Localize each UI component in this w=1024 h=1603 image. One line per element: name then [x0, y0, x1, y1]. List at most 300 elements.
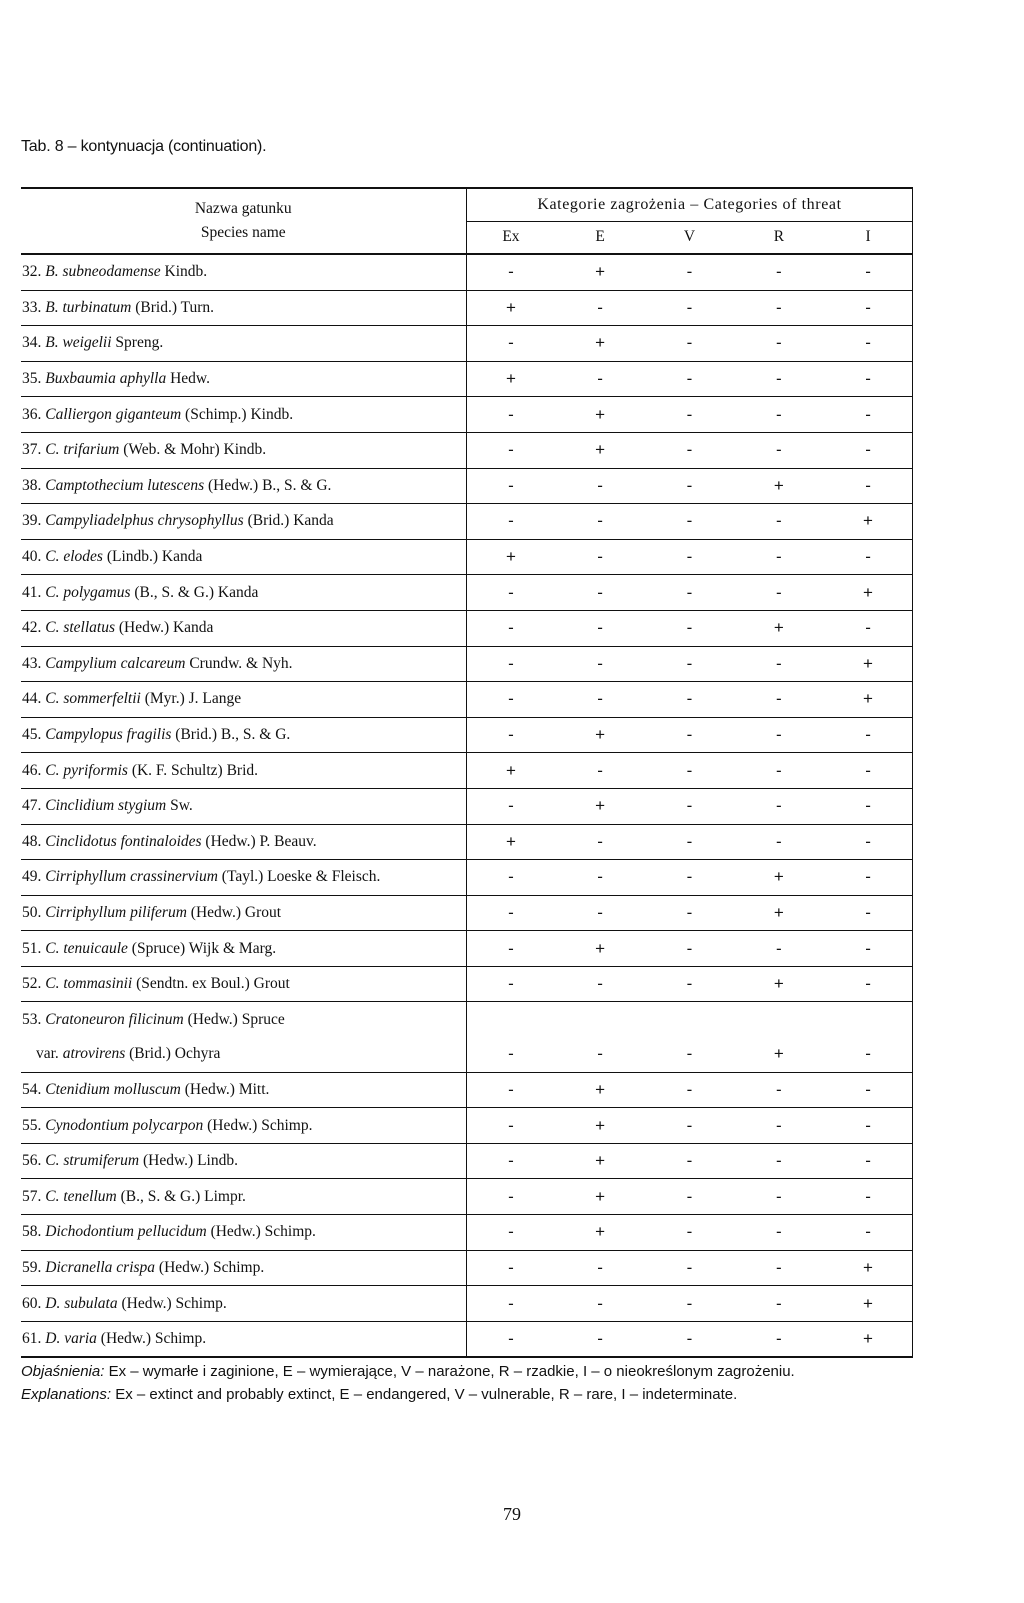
- table-row: [21, 1179, 913, 1215]
- table-row: [21, 931, 913, 967]
- species-cell: [21, 1215, 466, 1251]
- threat-table: [21, 187, 913, 1358]
- category-r-cell: -: [734, 931, 823, 967]
- category-e-cell: +: [555, 326, 644, 362]
- category-e-cell: -: [555, 1037, 644, 1072]
- species-author: (Spruce) Wijk & Marg.: [131, 939, 277, 957]
- column-header-e: E: [555, 221, 644, 254]
- species-author: Sw.: [170, 797, 193, 815]
- category-r-cell: +: [734, 860, 823, 896]
- category-i-cell: -: [824, 254, 913, 290]
- category-i-cell: [824, 1002, 913, 1037]
- species-cell: [21, 1286, 466, 1322]
- table-row: [21, 610, 913, 646]
- category-r-cell: -: [734, 1250, 823, 1286]
- category-v-cell: -: [645, 539, 734, 575]
- species-cell: [21, 504, 466, 540]
- category-r-cell: -: [734, 717, 823, 753]
- species-author: (Hedw.) Lindb.: [143, 1152, 238, 1170]
- category-v-cell: -: [645, 1321, 734, 1357]
- threat-table-container: [21, 187, 913, 1358]
- explanation-en-label: Explanations:: [21, 1386, 112, 1403]
- species-number: 40.: [22, 548, 42, 566]
- category-v-cell: -: [645, 1250, 734, 1286]
- category-r-cell: +: [734, 1037, 823, 1072]
- category-e-cell: -: [555, 1286, 644, 1322]
- species-cell: [21, 361, 466, 397]
- species-name-header: [21, 188, 466, 254]
- category-ex-cell: +: [466, 753, 555, 789]
- species-name-header-pl: Nazwa gatunku: [194, 200, 292, 217]
- category-e-cell: -: [555, 575, 644, 611]
- category-v-cell: -: [645, 1286, 734, 1322]
- category-v-cell: -: [645, 361, 734, 397]
- species-taxon: Cirriphyllum crassinervium: [45, 868, 218, 886]
- category-r-cell: +: [734, 895, 823, 931]
- species-number: 47.: [22, 797, 42, 815]
- category-ex-cell: -: [466, 326, 555, 362]
- category-v-cell: -: [645, 1179, 734, 1215]
- category-i-cell: -: [824, 717, 913, 753]
- species-taxon: B. turbinatum: [45, 298, 132, 316]
- category-e-cell: +: [555, 788, 644, 824]
- category-i-cell: -: [824, 610, 913, 646]
- category-v-cell: [645, 1002, 734, 1037]
- table-row: [21, 824, 913, 860]
- category-e-cell: +: [555, 254, 644, 290]
- species-number: 58.: [22, 1223, 42, 1241]
- table-row: [21, 468, 913, 504]
- species-author: (B., S. & G.) Kanda: [134, 583, 259, 601]
- category-e-cell: -: [555, 646, 644, 682]
- species-cell: [21, 254, 466, 290]
- species-cell: [21, 717, 466, 753]
- species-author: (Brid.) Turn.: [135, 298, 215, 316]
- category-ex-cell: -: [466, 504, 555, 540]
- category-ex-cell: -: [466, 468, 555, 504]
- species-taxon: Dichodontium pellucidum: [45, 1223, 207, 1241]
- table-row: [21, 1037, 913, 1072]
- species-author: (Brid.) Kanda: [247, 512, 334, 530]
- species-cell: [21, 1108, 466, 1144]
- species-number: 48.: [22, 832, 42, 850]
- category-ex-cell: -: [466, 966, 555, 1002]
- species-author: (Web. & Mohr) Kindb.: [123, 441, 267, 459]
- species-cell: [21, 610, 466, 646]
- species-cell: [21, 1321, 466, 1357]
- category-ex-cell: -: [466, 432, 555, 468]
- category-i-cell: -: [824, 1143, 913, 1179]
- table-row: [21, 717, 913, 753]
- category-i-cell: -: [824, 1179, 913, 1215]
- category-ex-cell: +: [466, 361, 555, 397]
- category-i-cell: +: [824, 1321, 913, 1357]
- species-author: (Hedw.) Schimp.: [121, 1294, 227, 1312]
- species-number: 43.: [22, 654, 42, 672]
- category-v-cell: -: [645, 931, 734, 967]
- species-number: 32.: [22, 263, 42, 281]
- category-r-cell: -: [734, 1143, 823, 1179]
- category-r-cell: -: [734, 361, 823, 397]
- species-number: 59.: [22, 1258, 42, 1276]
- species-number: var.: [36, 1045, 59, 1063]
- category-i-cell: -: [824, 860, 913, 896]
- category-r-cell: -: [734, 824, 823, 860]
- category-v-cell: -: [645, 753, 734, 789]
- category-i-cell: -: [824, 397, 913, 433]
- table-row: [21, 1215, 913, 1251]
- species-cell: [21, 290, 466, 326]
- table-row: [21, 860, 913, 896]
- species-cell: [21, 646, 466, 682]
- species-taxon: B. weigelii: [45, 334, 112, 352]
- category-r-cell: -: [734, 1215, 823, 1251]
- category-e-cell: -: [555, 1321, 644, 1357]
- species-number: 54.: [22, 1080, 42, 1098]
- category-ex-cell: -: [466, 397, 555, 433]
- table-header: [21, 188, 913, 254]
- species-number: 49.: [22, 868, 42, 886]
- category-ex-cell: +: [466, 290, 555, 326]
- category-v-cell: -: [645, 1037, 734, 1072]
- category-i-cell: -: [824, 432, 913, 468]
- species-cell: [21, 575, 466, 611]
- category-i-cell: -: [824, 539, 913, 575]
- category-i-cell: -: [824, 824, 913, 860]
- category-ex-cell: -: [466, 1037, 555, 1072]
- species-cell: [21, 966, 466, 1002]
- table-row: [21, 397, 913, 433]
- species-author: (Tayl.) Loeske & Fleisch.: [221, 868, 381, 886]
- species-taxon: Camptothecium lutescens: [45, 476, 205, 494]
- species-taxon: D. varia: [45, 1330, 97, 1348]
- table-row: [21, 966, 913, 1002]
- category-e-cell: -: [555, 1250, 644, 1286]
- category-v-cell: -: [645, 397, 734, 433]
- category-r-cell: [734, 1002, 823, 1037]
- category-i-cell: +: [824, 504, 913, 540]
- species-author: (Lindb.) Kanda: [106, 548, 203, 566]
- table-row: [21, 895, 913, 931]
- species-author: (Hedw.) Schimp.: [210, 1223, 316, 1241]
- species-author: (Hedw.) B., S. & G.: [207, 476, 332, 494]
- species-author: (Hedw.) Schimp.: [100, 1330, 207, 1348]
- table-row: [21, 682, 913, 718]
- category-ex-cell: [466, 1002, 555, 1037]
- category-e-cell: -: [555, 468, 644, 504]
- species-taxon: C. tenuicaule: [45, 939, 128, 957]
- species-author: (Hedw.) Schimp.: [207, 1116, 313, 1134]
- category-ex-cell: -: [466, 575, 555, 611]
- species-number: 51.: [22, 939, 42, 957]
- species-number: 35.: [22, 370, 42, 388]
- table-row: [21, 1250, 913, 1286]
- category-i-cell: +: [824, 575, 913, 611]
- species-number: 60.: [22, 1294, 42, 1312]
- table-row: [21, 361, 913, 397]
- category-ex-cell: -: [466, 254, 555, 290]
- species-author: (K. F. Schultz) Brid.: [131, 761, 259, 779]
- explanations: [21, 1360, 795, 1406]
- category-i-cell: +: [824, 1250, 913, 1286]
- category-ex-cell: -: [466, 1215, 555, 1251]
- explanation-pl-label: Objaśnienia:: [21, 1363, 105, 1380]
- category-i-cell: -: [824, 788, 913, 824]
- category-r-cell: -: [734, 397, 823, 433]
- species-number: 41.: [22, 583, 42, 601]
- category-e-cell: -: [555, 753, 644, 789]
- category-v-cell: -: [645, 254, 734, 290]
- category-i-cell: -: [824, 1215, 913, 1251]
- species-author: (Hedw.) Mitt.: [184, 1080, 270, 1098]
- species-number: 46.: [22, 761, 42, 779]
- species-cell: [21, 539, 466, 575]
- category-i-cell: -: [824, 290, 913, 326]
- table-row: [21, 788, 913, 824]
- species-cell: [21, 1072, 466, 1108]
- species-number: 33.: [22, 298, 42, 316]
- table-row: [21, 1108, 913, 1144]
- category-r-cell: +: [734, 468, 823, 504]
- category-v-cell: -: [645, 717, 734, 753]
- category-i-cell: -: [824, 326, 913, 362]
- species-author: (Hedw.) Schimp.: [158, 1258, 265, 1276]
- category-r-cell: -: [734, 646, 823, 682]
- species-cell: [21, 753, 466, 789]
- species-author: (B., S. & G.) Limpr.: [120, 1187, 246, 1205]
- species-taxon: B. subneodamense: [45, 263, 161, 281]
- category-e-cell: +: [555, 931, 644, 967]
- category-r-cell: -: [734, 682, 823, 718]
- column-header-ex: Ex: [466, 221, 555, 254]
- table-row: [21, 326, 913, 362]
- species-author: (Brid.) B., S. & G.: [175, 726, 291, 744]
- species-number: 37.: [22, 441, 42, 459]
- category-ex-cell: -: [466, 1108, 555, 1144]
- species-cell: [21, 931, 466, 967]
- category-r-cell: -: [734, 1286, 823, 1322]
- category-ex-cell: -: [466, 646, 555, 682]
- category-i-cell: +: [824, 1286, 913, 1322]
- category-r-cell: -: [734, 290, 823, 326]
- category-e-cell: +: [555, 1143, 644, 1179]
- category-r-cell: -: [734, 575, 823, 611]
- category-v-cell: -: [645, 1143, 734, 1179]
- category-i-cell: -: [824, 966, 913, 1002]
- species-taxon: C. strumiferum: [45, 1152, 140, 1170]
- category-i-cell: -: [824, 1108, 913, 1144]
- table-row: [21, 539, 913, 575]
- table-body: [21, 254, 913, 1357]
- table-row: [21, 1321, 913, 1357]
- species-taxon: Campylopus fragilis: [45, 726, 172, 744]
- explanation-pl: [21, 1360, 795, 1383]
- category-r-cell: -: [734, 1321, 823, 1357]
- species-taxon: C. stellatus: [45, 619, 116, 637]
- species-number: 39.: [22, 512, 42, 530]
- species-taxon: Cinclidium stygium: [45, 797, 167, 815]
- table-row: [21, 1286, 913, 1322]
- category-v-cell: -: [645, 646, 734, 682]
- category-v-cell: -: [645, 966, 734, 1002]
- table-row: [21, 753, 913, 789]
- species-taxon: Campyliadelphus chrysophyllus: [45, 512, 244, 530]
- species-taxon: Dicranella crispa: [45, 1258, 156, 1276]
- category-ex-cell: -: [466, 931, 555, 967]
- category-v-cell: -: [645, 895, 734, 931]
- species-taxon: C. tenellum: [45, 1187, 117, 1205]
- species-cell: [21, 824, 466, 860]
- species-cell: [21, 468, 466, 504]
- species-taxon: Cynodontium polycarpon: [45, 1116, 204, 1134]
- species-author: (Hedw.) Kanda: [118, 619, 214, 637]
- species-taxon: atrovirens: [62, 1045, 126, 1063]
- category-v-cell: -: [645, 788, 734, 824]
- species-number: 38.: [22, 476, 42, 494]
- category-r-cell: +: [734, 966, 823, 1002]
- category-v-cell: -: [645, 610, 734, 646]
- species-taxon: C. trifarium: [45, 441, 120, 459]
- category-e-cell: -: [555, 895, 644, 931]
- table-row: [21, 575, 913, 611]
- species-author: (Sendtn. ex Boul.) Grout: [136, 975, 290, 993]
- category-ex-cell: -: [466, 1143, 555, 1179]
- species-author: Spreng.: [115, 334, 164, 352]
- category-e-cell: -: [555, 539, 644, 575]
- category-v-cell: -: [645, 824, 734, 860]
- species-cell: [21, 1179, 466, 1215]
- species-taxon: Cirriphyllum piliferum: [45, 903, 187, 921]
- species-cell: [21, 397, 466, 433]
- category-i-cell: -: [824, 1072, 913, 1108]
- species-author: (Hedw.) Grout: [190, 903, 282, 921]
- species-cell: [21, 860, 466, 896]
- category-e-cell: -: [555, 860, 644, 896]
- species-author: (Hedw.) Spruce: [187, 1010, 285, 1028]
- species-author: Kindb.: [164, 263, 208, 281]
- species-number: 55.: [22, 1116, 42, 1134]
- explanation-pl-text: Ex – wymarłe i zaginione, E – wymierające, V – narażone, R – rzadkie, I – o nieokreślonym zagrożeniu.: [108, 1363, 795, 1380]
- category-r-cell: -: [734, 788, 823, 824]
- table-row: [21, 290, 913, 326]
- category-v-cell: -: [645, 290, 734, 326]
- species-taxon: Cinclidotus fontinaloides: [45, 832, 202, 850]
- species-cell: [21, 432, 466, 468]
- category-v-cell: -: [645, 860, 734, 896]
- species-author: Crundw. & Nyh.: [189, 654, 293, 672]
- category-r-cell: -: [734, 254, 823, 290]
- species-cell: [21, 1143, 466, 1179]
- column-header-v: V: [645, 221, 734, 254]
- table-row: [21, 254, 913, 290]
- category-ex-cell: +: [466, 539, 555, 575]
- species-taxon: C. polygamus: [45, 583, 131, 601]
- species-cell: [21, 1250, 466, 1286]
- species-cell: [21, 1037, 466, 1072]
- category-ex-cell: -: [466, 788, 555, 824]
- category-e-cell: -: [555, 824, 644, 860]
- table-row: [21, 1072, 913, 1108]
- category-i-cell: -: [824, 753, 913, 789]
- category-i-cell: -: [824, 895, 913, 931]
- species-number: 42.: [22, 619, 42, 637]
- category-i-cell: -: [824, 361, 913, 397]
- category-v-cell: -: [645, 575, 734, 611]
- category-r-cell: -: [734, 1108, 823, 1144]
- category-v-cell: -: [645, 1215, 734, 1251]
- species-taxon: Campylium calcareum: [45, 654, 186, 672]
- species-taxon: D. subulata: [45, 1294, 118, 1312]
- species-taxon: C. sommerfeltii: [45, 690, 141, 708]
- category-e-cell: +: [555, 1108, 644, 1144]
- species-taxon: Calliergon giganteum: [45, 405, 182, 423]
- species-taxon: Buxbaumia aphylla: [45, 370, 167, 388]
- category-e-cell: -: [555, 361, 644, 397]
- species-number: 36.: [22, 405, 42, 423]
- category-r-cell: -: [734, 1179, 823, 1215]
- category-e-cell: -: [555, 504, 644, 540]
- species-taxon: C. elodes: [45, 548, 103, 566]
- category-r-cell: -: [734, 432, 823, 468]
- category-r-cell: +: [734, 610, 823, 646]
- category-ex-cell: -: [466, 610, 555, 646]
- species-number: 53.: [22, 1010, 42, 1028]
- category-ex-cell: -: [466, 1286, 555, 1322]
- category-ex-cell: -: [466, 1321, 555, 1357]
- category-e-cell: +: [555, 1072, 644, 1108]
- page-number: 79: [503, 1504, 521, 1524]
- category-e-cell: +: [555, 432, 644, 468]
- species-number: 50.: [22, 903, 42, 921]
- category-r-cell: -: [734, 539, 823, 575]
- category-e-cell: -: [555, 682, 644, 718]
- category-ex-cell: +: [466, 824, 555, 860]
- species-number: 61.: [22, 1330, 42, 1348]
- species-number: 34.: [22, 334, 42, 352]
- species-name-header-en: Species name: [200, 224, 286, 241]
- species-cell: [21, 682, 466, 718]
- species-number: 52.: [22, 975, 42, 993]
- explanation-en-text: Ex – extinct and probably extinct, E – endangered, V – vulnerable, R – rare, I – indeterminate.: [115, 1386, 738, 1403]
- category-v-cell: -: [645, 1072, 734, 1108]
- species-author: (Myr.) J. Lange: [144, 690, 242, 708]
- species-taxon: C. pyriformis: [45, 761, 128, 779]
- species-cell: [21, 1002, 466, 1037]
- category-ex-cell: -: [466, 860, 555, 896]
- category-e-cell: [555, 1002, 644, 1037]
- category-e-cell: +: [555, 397, 644, 433]
- species-author: (Hedw.) P. Beauv.: [205, 832, 317, 850]
- category-e-cell: +: [555, 1179, 644, 1215]
- category-i-cell: +: [824, 682, 913, 718]
- table-caption: Tab. 8 – kontynuacja (continuation).: [21, 138, 267, 155]
- species-number: 44.: [22, 690, 42, 708]
- category-ex-cell: -: [466, 682, 555, 718]
- species-cell: [21, 788, 466, 824]
- category-r-cell: -: [734, 326, 823, 362]
- species-author: (Brid.) Ochyra: [129, 1045, 221, 1063]
- category-ex-cell: -: [466, 895, 555, 931]
- category-v-cell: -: [645, 468, 734, 504]
- category-e-cell: -: [555, 290, 644, 326]
- category-v-cell: -: [645, 432, 734, 468]
- category-e-cell: -: [555, 610, 644, 646]
- category-e-cell: -: [555, 966, 644, 1002]
- table-row: [21, 1002, 913, 1037]
- category-r-cell: -: [734, 504, 823, 540]
- table-row: [21, 1143, 913, 1179]
- species-taxon: Cratoneuron filicinum: [45, 1010, 184, 1028]
